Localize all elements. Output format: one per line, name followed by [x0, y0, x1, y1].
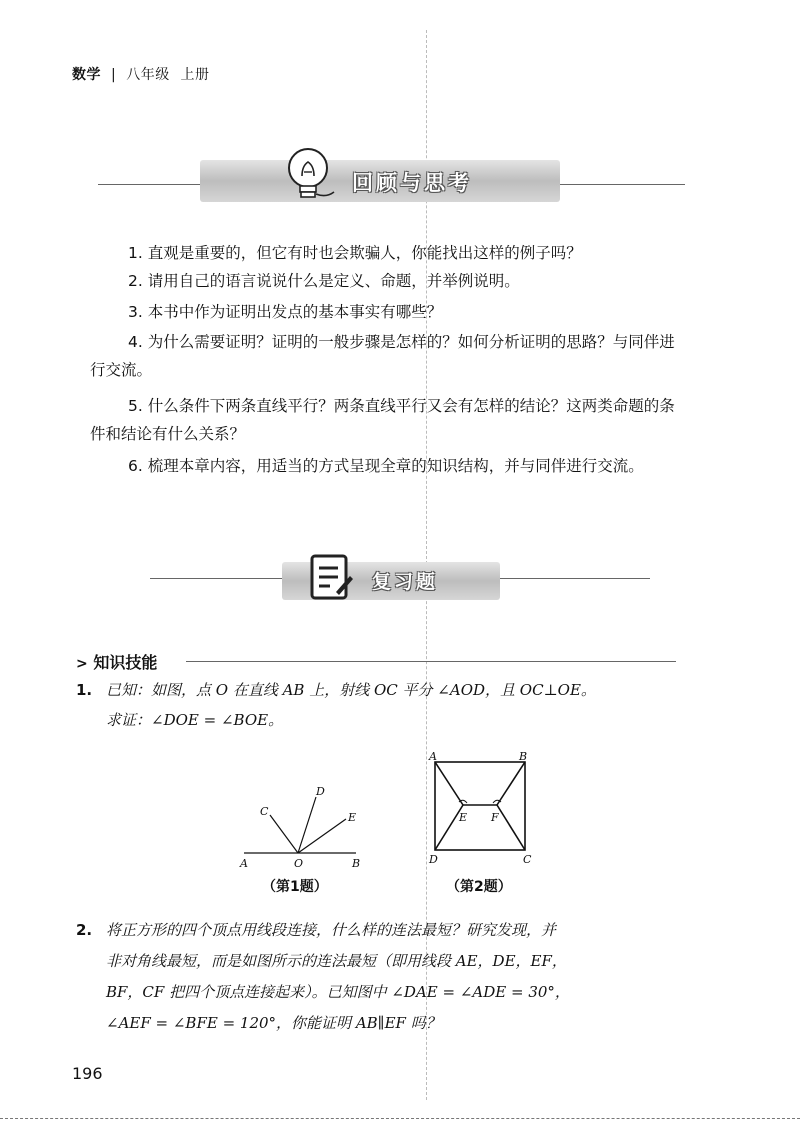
question-number: 5.	[128, 397, 143, 415]
segment-cf	[497, 805, 525, 850]
segment-bf	[497, 762, 525, 805]
review-question-6	[90, 452, 680, 480]
label-d: D	[316, 785, 325, 798]
segment-ae	[435, 762, 463, 805]
question-number: 2.	[128, 272, 143, 290]
label-d: D	[429, 853, 438, 866]
header-grade: 八年级	[126, 67, 170, 83]
review-question-2	[90, 267, 680, 295]
label-c: C	[523, 853, 532, 866]
exercise-2-line-1: 将正方形的四个顶点用线段连接，什么样的连法最短？研究发现，并	[106, 921, 557, 939]
knowledge-skills-heading	[76, 650, 157, 673]
page-number: 196	[72, 1064, 103, 1083]
exercise-1-line-1: 已知：如图，点 O 在直线 AB 上，射线 OC 平分 ∠AOD，且 OC⊥OE。	[106, 681, 596, 699]
review-question-1	[90, 239, 680, 267]
label-o: O	[294, 857, 304, 870]
header-volume: 上册	[180, 67, 210, 83]
label-a: A	[429, 750, 437, 763]
question-text: 为什么需要证明？证明的一般步骤是怎样的？如何分析证明的思路？与同伴进行交流。	[90, 333, 675, 379]
ray-oc	[270, 815, 298, 853]
exercise-1-line-2: 求证：∠DOE = ∠BOE。	[106, 711, 284, 729]
exercise-2-line-4: ∠AEF = ∠BFE = 120°，你能证明 AB∥EF 吗？	[106, 1014, 441, 1032]
knowledge-skills-label: 知识技能	[93, 653, 158, 672]
label-c: C	[260, 805, 269, 818]
review-section-title: 回顾与思考	[352, 170, 472, 195]
label-f: F	[491, 811, 499, 824]
figure-2	[425, 750, 535, 874]
exercise-section-title: 复习题	[372, 571, 439, 593]
exercise-banner-rule-left	[150, 578, 282, 579]
label-e: E	[459, 811, 468, 824]
banner-rule-right	[560, 184, 685, 185]
notepad-icon	[308, 552, 354, 608]
exercise-number: 2.	[76, 921, 93, 939]
question-text: 直观是重要的，但它有时也会欺骗人，你能找出这样的例子吗？	[147, 244, 582, 262]
label-e: E	[348, 811, 357, 824]
exercise-number: 1.	[76, 681, 93, 699]
question-text: 梳理本章内容，用适当的方式呈现全章的知识结构，并与同伴进行交流。	[147, 457, 644, 475]
question-text: 本书中作为证明出发点的基本事实有哪些？	[147, 303, 443, 321]
question-number: 6.	[128, 457, 143, 475]
label-b: B	[519, 750, 528, 763]
question-number: 3.	[128, 303, 143, 321]
question-number: 1.	[128, 244, 143, 262]
review-question-4	[90, 328, 680, 384]
question-number: 4.	[128, 333, 143, 351]
figure-1	[230, 775, 370, 879]
label-b: B	[352, 857, 361, 870]
review-question-3	[90, 298, 680, 326]
exercise-1	[76, 675, 706, 735]
exercise-banner-rule-right	[500, 578, 650, 579]
question-text: 什么条件下两条直线平行？两条直线平行又会有怎样的结论？这两类命题的条件和结论有什么关系？	[90, 397, 675, 443]
review-question-5	[90, 392, 680, 448]
exercise-2	[76, 915, 706, 1039]
figure-2-caption: （第2题）	[446, 879, 512, 895]
ray-od	[298, 797, 316, 853]
square-abcd	[435, 762, 525, 850]
page-bottom-rule	[0, 1118, 800, 1119]
exercise-2-line-3: BF，CF 把四个顶点连接起来）。已知图中 ∠DAE = ∠ADE = 30°，	[106, 983, 570, 1001]
lightbulb-icon	[280, 142, 340, 210]
figure-1-caption: （第1题）	[262, 879, 328, 895]
exercise-2-line-2: 非对角线最短，而是如图所示的连法最短（即用线段 AE，DE，EF，	[106, 952, 567, 970]
header-separator: |	[111, 67, 117, 83]
running-header	[72, 64, 209, 84]
label-a: A	[240, 857, 248, 870]
question-text: 请用自己的语言说说什么是定义、命题，并举例说明。	[147, 272, 520, 290]
chevron-right-icon: >	[76, 656, 88, 672]
header-subject: 数学	[72, 67, 101, 83]
knowledge-skills-rule	[186, 661, 676, 662]
ray-oe	[298, 819, 346, 853]
banner-rule-left	[98, 184, 200, 185]
